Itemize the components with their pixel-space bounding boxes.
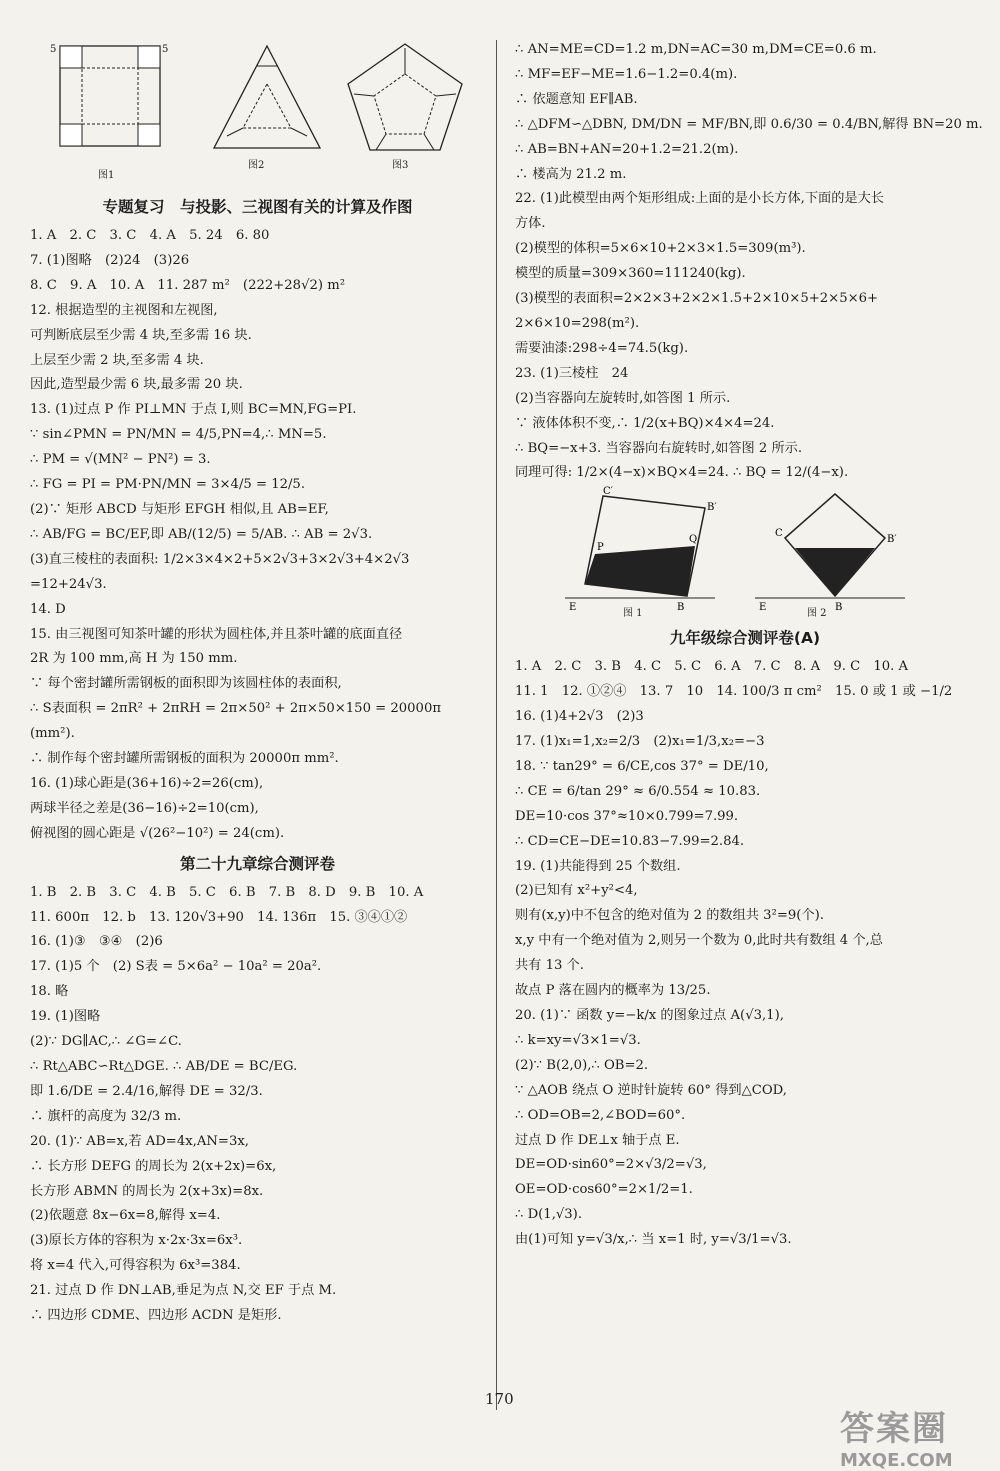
answer-line: 7. (1)图略 (2)24 (3)26 [30,252,190,268]
svg-text:C: C [775,528,783,540]
watermark-logo [840,1401,980,1471]
answer-line: ∴ PM = √(MN² − PN²) = 3. [30,452,211,468]
svg-text:Q: Q [689,534,698,546]
container-figure-1 [565,486,725,616]
answer-line: ∴ 长方形 DEFG 的周长为 2(x+2x)=6x, [30,1158,277,1174]
answer-block [515,655,975,1253]
answer-line: ∴ 旗杆的高度为 32/3 m. [30,1108,182,1124]
container-figure-2 [755,486,915,616]
answer-line: 11. 600π 12. b 13. 120√3+90 14. 136π 15. ③④①② [30,909,408,925]
column-divider [496,40,497,1410]
answer-line: 1. A 2. C 3. B 4. C 5. C 6. A 7. C 8. A 9. C 10. A [515,659,909,675]
container-figure-2-caption: 图 2 [807,608,827,620]
answer-line: ∴ △DFM∽△DBN, DM/DN = MF/BN,即 0.6/30 = 0.4/BN,解得 BN=20 m. [515,116,983,132]
container-figures [515,486,975,621]
answer-line: ∴ OD=OB=2,∠BOD=60°. [515,1107,686,1123]
answer-line: ∴ AB/FG = BC/EF,即 AB/(12/5) = 5/AB. ∴ AB = 2√3. [30,526,373,542]
answer-line: ∵ sin∠PMN = PN/MN = 4/5,PN=4,∴ MN=5. [30,427,327,443]
answer-line: 2R 为 100 mm,高 H 为 150 mm. [30,651,238,667]
svg-text:B′: B′ [707,502,717,514]
page-number: 170 [485,1390,514,1408]
answer-line: 模型的质量=309×360=111240(kg). [515,266,746,282]
answer-line: 两球半径之差是(36−16)÷2=10(cm), [30,800,259,816]
answer-line: 21. 过点 D 作 DN⊥AB,垂足为点 N,交 EF 于点 M. [30,1283,337,1299]
answer-line: 19. (1)图略 [30,1009,101,1025]
answer-line: (2)已知有 x²+y²<4, [515,883,638,899]
figure-1-label: 5 [50,44,57,55]
answer-block [30,881,485,1329]
answer-line: 20. (1)∵ 函数 y=−k/x 的图象过点 A(√3,1), [515,1008,784,1023]
answer-line: 16. (1)4+2√3 (2)3 [515,709,644,725]
figure-1-caption: 图1 [98,170,115,181]
figure-2-caption: 图2 [248,160,265,171]
answer-line: ∴ BQ=−x+3. 当容器向右旋转时,如答图 2 所示. [515,440,803,456]
answer-line: (2)∵ B(2,0),∴ OB=2. [515,1057,649,1073]
answer-line: ∴ 依题意知 EF∥AB. [515,91,638,107]
answer-line: 由(1)可知 y=√3/x,∴ 当 x=1 时, y=√3/1=√3. [515,1232,792,1248]
answer-line: 过点 D 作 DE⊥x 轴于点 E. [515,1132,680,1148]
svg-text:B: B [677,602,685,614]
answer-line: 8. C 9. A 10. A 11. 287 m² (222+28√2) m² [30,277,345,293]
answer-line: ∴ Rt△ABC∽Rt△DGE. ∴ AB/DE = BC/EG. [30,1059,298,1074]
watermark-url: MXQE.COM [840,1450,953,1471]
answer-line: 20. (1)∵ AB=x,若 AD=4x,AN=3x, [30,1133,249,1149]
answer-line: (mm²). [30,726,75,742]
answer-line: 1. B 2. B 3. C 4. B 5. C 6. B 7. B 8. D 9. B 10. A [30,884,424,900]
answer-line: ∴ 楼高为 21.2 m. [515,166,627,182]
answer-line: 17. (1)x₁=1,x₂=2/3 (2)x₁=1/3,x₂=−3 [515,734,765,750]
answer-line: 22. (1)此模型由两个矩形组成:上面的是小长方体,下面的是大长 [515,191,884,207]
left-column [30,38,485,1329]
answer-line: 因此,造型最少需 6 块,最多需 20 块. [30,377,243,393]
answer-line: ∴ MF=EF−ME=1.6−1.2=0.4(m). [515,66,738,82]
answer-line: 故点 P 落在圆内的概率为 13/25. [515,983,711,999]
figure-1-label: 5 [162,44,169,55]
section-heading: 九年级综合测评卷(A) [669,629,821,648]
answer-line: (3)直三棱柱的表面积: 1/2×3×4×2+5×2√3+3×2√3+4×2√3 [30,551,410,567]
answer-line: (2)∵ DG∥AC,∴ ∠G=∠C. [30,1034,182,1050]
answer-line: ∴ FG = PI = PM·PN/MN = 3×4/5 = 12/5. [30,477,306,493]
answer-line: 19. (1)共能得到 25 个数组. [515,858,681,874]
svg-text:C′: C′ [603,486,613,498]
answer-line: ∴ S表面积 = 2πR² + 2πRH = 2π×50² + 2π×50×150 = 20000π [30,701,442,717]
answer-line: ∵ △AOB 绕点 O 逆时针旋转 60° 得到△COD, [515,1082,787,1098]
answer-block [30,224,485,847]
answer-line: 方体. [515,216,546,232]
answer-line: OE=OD·cos60°=2×1/2=1. [515,1182,693,1198]
answer-line: 17. (1)5 个 (2) S表 = 5×6a² − 10a² = 20a². [30,959,322,975]
answer-line: 13. (1)过点 P 作 PI⊥MN 于点 I,则 BC=MN,FG=PI. [30,402,357,418]
answer-line: 14. D [30,601,66,617]
answer-line: 即 1.6/DE = 2.4/16,解得 DE = 32/3. [30,1083,263,1099]
answer-line: (2)模型的体积=5×6×10+2×3×1.5=309(m³). [515,241,806,257]
answer-line: 将 x=4 代入,可得容积为 6x³=384. [30,1258,241,1274]
answer-line: 2×6×10=298(m²). [515,315,640,331]
answer-line: ∴ AB=BN+AN=20+1.2=21.2(m). [515,141,739,157]
figure-3-pentagon-net [340,38,470,168]
figure-2-triangle-net [205,38,330,168]
answer-line: DE=10·cos 37°≈10×0.799=7.99. [515,808,739,824]
svg-text:E: E [569,602,577,614]
answer-line: 可判断底层至少需 4 块,至多需 16 块. [30,327,252,343]
answer-line: 则有(x,y)中不包含的绝对值为 2 的数组共 3²=9(个). [515,908,824,924]
answer-line: ∴ 四边形 CDME、四边形 ACDN 是矩形. [30,1308,282,1324]
answer-line: ∴ k=xy=√3×1=√3. [515,1032,641,1048]
answer-line: ∴ 制作每个密封罐所需钢板的面积为 20000π mm². [30,751,339,767]
answer-line: 12. 根据造型的主视图和左视图, [30,302,218,318]
answer-block [515,38,983,486]
answer-line: ∴ D(1,√3). [515,1207,583,1223]
answer-line: DE=OD·sin60°=2×√3/2=√3, [515,1157,707,1173]
answer-line: (3)模型的表面积=2×2×3+2×2×1.5+2×10×5+2×5×6+ [515,291,879,307]
answer-line: ∴ AN=ME=CD=1.2 m,DN=AC=30 m,DM=CE=0.6 m. [515,42,877,57]
svg-text:B: B [835,602,843,614]
section-heading: 第二十九章综合测评卷 [179,854,335,873]
watermark-text: 答案圈 [840,1409,948,1449]
answer-line: 同理可得: 1/2×(4−x)×BQ×4=24. ∴ BQ = 12/(4−x). [515,465,849,481]
answer-line: 俯视图的圆心距是 √(26²−10²) = 24(cm). [30,825,285,841]
answer-line: =12+24√3. [30,576,107,592]
section-heading: 专题复习 与投影、三视图有关的计算及作图 [102,198,413,216]
container-figure-1-caption: 图 1 [623,608,643,620]
answer-line: 23. (1)三棱柱 24 [515,365,629,381]
answer-line: ∵ 每个密封罐所需钢板的面积即为该圆柱体的表面积, [30,676,342,692]
answer-line: ∵ 液体体积不变,∴ 1/2(x+BQ)×4×4=24. [515,415,775,431]
svg-text:E: E [759,602,767,614]
figure-1-square-net [50,38,170,168]
answer-line: 18. 略 [30,984,69,1000]
answer-line: x,y 中有一个绝对值为 2,则另一个数为 0,此时共有数组 4 个,总 [515,933,883,949]
answer-line: ∴ CE = 6/tan 29° ≈ 6/0.554 ≈ 10.83. [515,783,761,799]
answer-line: (2)当容器向左旋转时,如答图 1 所示. [515,390,731,406]
answer-line: 需要油漆:298÷4=74.5(kg). [515,340,689,356]
answer-line: 上层至少需 2 块,至多需 4 块. [30,352,204,368]
answer-line: 15. 由三视图可知茶叶罐的形状为圆柱体,并且茶叶罐的底面直径 [30,626,403,642]
svg-text:B′: B′ [887,534,897,546]
answer-line: ∴ CD=CE−DE=10.83−7.99=2.84. [515,833,745,849]
answer-line: 1. A 2. C 3. C 4. A 5. 24 6. 80 [30,228,270,243]
answer-line: (3)原长方体的容积为 x·2x·3x=6x³. [30,1233,243,1249]
right-column [515,38,983,1253]
net-figures [30,38,485,190]
answer-line: 共有 13 个. [515,958,584,974]
answer-line: (2)依题意 8x−6x=8,解得 x=4. [30,1208,221,1224]
figure-3-caption: 图3 [392,160,409,171]
answer-line: 长方形 ABMN 的周长为 2(x+3x)=8x. [30,1183,264,1199]
answer-line: 11. 1 12. ①②④ 13. 7 10 14. 100/3 π cm² 15. 0 或 1 或 −1/2 [515,684,953,700]
answer-line: (2)∵ 矩形 ABCD 与矩形 EFGH 相似,且 AB=EF, [30,501,329,517]
answer-line: 16. (1)③ ③④ (2)6 [30,934,163,950]
answer-line: 16. (1)球心距是(36+16)÷2=26(cm), [30,775,264,791]
svg-text:P: P [597,542,604,554]
answer-line: 18. ∵ tan29° = 6/CE,cos 37° = DE/10, [515,758,769,774]
